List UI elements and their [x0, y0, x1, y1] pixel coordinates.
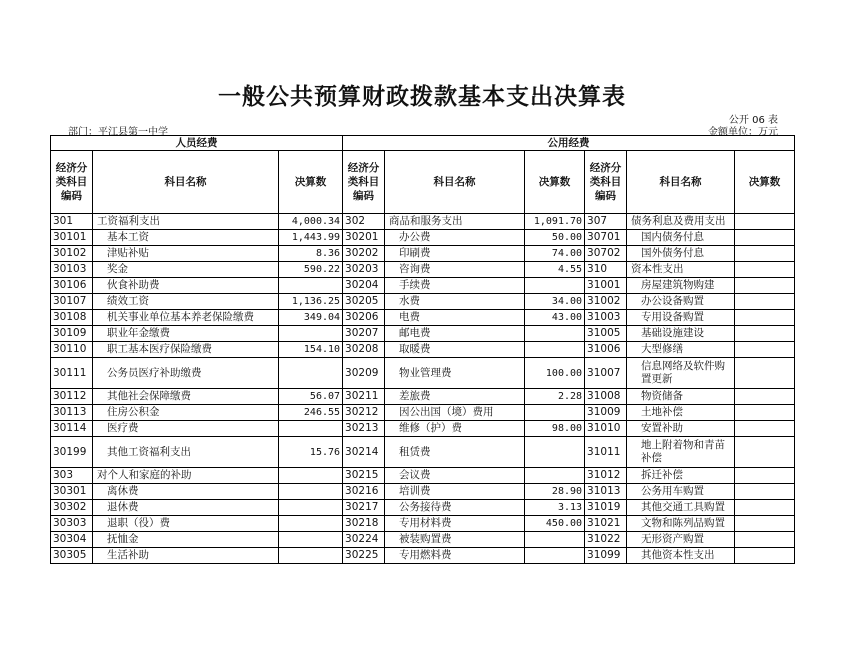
account-code-cell: 31003: [585, 310, 627, 326]
account-code-cell: 30203: [343, 262, 385, 278]
table-row: [51, 484, 795, 500]
account-name-cell: 因公出国（境）费用: [385, 405, 525, 421]
table-row: [51, 421, 795, 437]
account-code-cell: 30212: [343, 405, 385, 421]
account-name-cell: 绩效工资: [93, 294, 279, 310]
account-name-cell: 机关事业单位基本养老保险缴费: [93, 310, 279, 326]
table-row: [51, 532, 795, 548]
amount-cell: [735, 500, 795, 516]
page-title: 一般公共预算财政拨款基本支出决算表: [218, 84, 626, 110]
amount-cell: [525, 342, 585, 358]
account-code-cell: 30302: [51, 500, 93, 516]
amount-cell: 154.10: [279, 342, 343, 358]
account-name-cell: 办公费: [385, 230, 525, 246]
account-code-cell: 30103: [51, 262, 93, 278]
amount-cell: [279, 500, 343, 516]
account-code-cell: 30206: [343, 310, 385, 326]
account-code-cell: 30225: [343, 548, 385, 564]
account-name-cell: 公务用车购置: [627, 484, 735, 500]
amount-cell: [525, 437, 585, 468]
table-row: [51, 246, 795, 262]
account-name-cell: 办公设备购置: [627, 294, 735, 310]
account-name-cell: 基础设施建设: [627, 326, 735, 342]
account-code-cell: 30204: [343, 278, 385, 294]
account-code-cell: 30224: [343, 532, 385, 548]
account-name-cell: 租赁费: [385, 437, 525, 468]
account-name-cell: 其他资本性支出: [627, 548, 735, 564]
account-name-cell: 电费: [385, 310, 525, 326]
amount-cell: [279, 484, 343, 500]
table-row: [51, 214, 795, 230]
account-name-cell: 信息网络及软件购置更新: [627, 358, 735, 389]
account-code-cell: 31002: [585, 294, 627, 310]
account-code-cell: 31005: [585, 326, 627, 342]
expenditure-table: [50, 135, 795, 564]
amount-cell: 450.00: [525, 516, 585, 532]
account-code-cell: 30108: [51, 310, 93, 326]
amount-cell: [735, 326, 795, 342]
account-name-cell: 退职（役）费: [93, 516, 279, 532]
account-code-cell: 31009: [585, 405, 627, 421]
amount-cell: [525, 326, 585, 342]
table-row: [51, 278, 795, 294]
amount-cell: [735, 278, 795, 294]
amount-cell: [735, 405, 795, 421]
account-code-cell: 30214: [343, 437, 385, 468]
amount-cell: [735, 342, 795, 358]
account-code-cell: 31001: [585, 278, 627, 294]
account-code-cell: 31011: [585, 437, 627, 468]
amount-cell: [279, 421, 343, 437]
account-code-cell: 30199: [51, 437, 93, 468]
account-code-cell: 30101: [51, 230, 93, 246]
form-number: 公开 06 表: [728, 115, 778, 126]
amount-cell: 100.00: [525, 358, 585, 389]
amount-cell: 349.04: [279, 310, 343, 326]
account-code-cell: 30205: [343, 294, 385, 310]
account-name-cell: 伙食补助费: [93, 278, 279, 294]
account-code-cell: 30102: [51, 246, 93, 262]
account-name-cell: 印刷费: [385, 246, 525, 262]
account-code-cell: 31012: [585, 468, 627, 484]
account-code-cell: 30201: [343, 230, 385, 246]
amount-cell: [525, 405, 585, 421]
account-code-cell: 30106: [51, 278, 93, 294]
account-code-cell: 30304: [51, 532, 93, 548]
account-name-cell: 被装购置费: [385, 532, 525, 548]
account-code-cell: 302: [343, 214, 385, 230]
account-code-cell: 30114: [51, 421, 93, 437]
amount-cell: [735, 468, 795, 484]
table-row: [51, 326, 795, 342]
account-code-cell: 31019: [585, 500, 627, 516]
amount-cell: 1,091.70: [525, 214, 585, 230]
account-code-cell: 30301: [51, 484, 93, 500]
amount-cell: [279, 532, 343, 548]
account-name-cell: 奖金: [93, 262, 279, 278]
account-name-cell: 国外债务付息: [627, 246, 735, 262]
account-code-cell: 30215: [343, 468, 385, 484]
table-row: [51, 358, 795, 389]
account-name-cell: 差旅费: [385, 389, 525, 405]
table-row: [51, 500, 795, 516]
amount-cell: [735, 421, 795, 437]
account-name-cell: 津贴补贴: [93, 246, 279, 262]
account-code-cell: 30305: [51, 548, 93, 564]
amount-cell: 34.00: [525, 294, 585, 310]
account-code-cell: 30208: [343, 342, 385, 358]
header-name-3: 科目名称: [627, 151, 735, 214]
amount-cell: 43.00: [525, 310, 585, 326]
table-row: [51, 548, 795, 564]
account-code-cell: 30213: [343, 421, 385, 437]
unit-label: 金额单位：万元: [708, 127, 778, 138]
account-name-cell: 地上附着物和青苗补偿: [627, 437, 735, 468]
header-name-2: 科目名称: [385, 151, 525, 214]
account-name-cell: 文物和陈列品购置: [627, 516, 735, 532]
amount-cell: [279, 516, 343, 532]
amount-cell: 590.22: [279, 262, 343, 278]
account-code-cell: 30112: [51, 389, 93, 405]
account-code-cell: 30109: [51, 326, 93, 342]
account-name-cell: 专用材料费: [385, 516, 525, 532]
account-name-cell: 专用设备购置: [627, 310, 735, 326]
header-code-2: 经济分类科目编码: [343, 151, 385, 214]
account-name-cell: 公务接待费: [385, 500, 525, 516]
amount-cell: [735, 532, 795, 548]
header-code-3: 经济分类科目编码: [585, 151, 627, 214]
table-row: [51, 516, 795, 532]
amount-cell: [735, 484, 795, 500]
account-code-cell: 30113: [51, 405, 93, 421]
account-code-cell: 31008: [585, 389, 627, 405]
amount-cell: 3.13: [525, 500, 585, 516]
account-name-cell: 其他社会保障缴费: [93, 389, 279, 405]
account-name-cell: 离休费: [93, 484, 279, 500]
amount-cell: 1,136.25: [279, 294, 343, 310]
amount-cell: [735, 230, 795, 246]
amount-cell: [735, 246, 795, 262]
account-code-cell: 30110: [51, 342, 93, 358]
header-name-1: 科目名称: [93, 151, 279, 214]
amount-cell: [735, 294, 795, 310]
account-name-cell: 取暖费: [385, 342, 525, 358]
account-name-cell: 医疗费: [93, 421, 279, 437]
amount-cell: 56.07: [279, 389, 343, 405]
header-amount-3: 决算数: [735, 151, 795, 214]
amount-cell: [735, 389, 795, 405]
account-name-cell: 水费: [385, 294, 525, 310]
account-code-cell: 31021: [585, 516, 627, 532]
account-name-cell: 培训费: [385, 484, 525, 500]
account-name-cell: 其他工资福利支出: [93, 437, 279, 468]
account-code-cell: 30207: [343, 326, 385, 342]
amount-cell: [735, 516, 795, 532]
amount-cell: [735, 358, 795, 389]
account-code-cell: 31022: [585, 532, 627, 548]
account-name-cell: 职业年金缴费: [93, 326, 279, 342]
group-header-row: [51, 136, 795, 151]
account-name-cell: 公务员医疗补助缴费: [93, 358, 279, 389]
table-row: [51, 230, 795, 246]
account-name-cell: 退休费: [93, 500, 279, 516]
account-code-cell: 30216: [343, 484, 385, 500]
amount-cell: [735, 437, 795, 468]
table-row: [51, 310, 795, 326]
amount-cell: [279, 326, 343, 342]
account-name-cell: 基本工资: [93, 230, 279, 246]
amount-cell: 1,443.99: [279, 230, 343, 246]
amount-cell: 4,000.34: [279, 214, 343, 230]
account-name-cell: 债务利息及费用支出: [627, 214, 735, 230]
account-code-cell: 30701: [585, 230, 627, 246]
account-name-cell: 生活补助: [93, 548, 279, 564]
account-code-cell: 31010: [585, 421, 627, 437]
group-public-header: 公用经费: [343, 136, 795, 151]
amount-cell: [279, 548, 343, 564]
account-name-cell: 物资储备: [627, 389, 735, 405]
amount-cell: [525, 532, 585, 548]
account-name-cell: 无形资产购置: [627, 532, 735, 548]
table-row: [51, 437, 795, 468]
account-name-cell: 住房公积金: [93, 405, 279, 421]
amount-cell: [735, 310, 795, 326]
account-code-cell: 307: [585, 214, 627, 230]
account-name-cell: 商品和服务支出: [385, 214, 525, 230]
amount-cell: [735, 214, 795, 230]
header-amount-2: 决算数: [525, 151, 585, 214]
account-code-cell: 30107: [51, 294, 93, 310]
amount-cell: 50.00: [525, 230, 585, 246]
amount-cell: [279, 468, 343, 484]
column-header-row: [51, 151, 795, 214]
account-code-cell: 30218: [343, 516, 385, 532]
account-name-cell: 土地补偿: [627, 405, 735, 421]
account-name-cell: 会议费: [385, 468, 525, 484]
amount-cell: [279, 278, 343, 294]
amount-cell: 2.28: [525, 389, 585, 405]
group-personnel-header: 人员经费: [51, 136, 343, 151]
amount-cell: [525, 468, 585, 484]
account-name-cell: 大型修缮: [627, 342, 735, 358]
department-label: 部门：平江县第一中学: [68, 127, 168, 138]
amount-cell: [735, 262, 795, 278]
account-name-cell: 其他交通工具购置: [627, 500, 735, 516]
table-row: [51, 405, 795, 421]
account-name-cell: 物业管理费: [385, 358, 525, 389]
table-row: [51, 262, 795, 278]
amount-cell: 15.76: [279, 437, 343, 468]
account-code-cell: 303: [51, 468, 93, 484]
account-name-cell: 职工基本医疗保险缴费: [93, 342, 279, 358]
account-name-cell: 手续费: [385, 278, 525, 294]
amount-cell: 28.90: [525, 484, 585, 500]
account-name-cell: 房屋建筑物购建: [627, 278, 735, 294]
account-code-cell: 31007: [585, 358, 627, 389]
account-code-cell: 310: [585, 262, 627, 278]
account-code-cell: 30217: [343, 500, 385, 516]
account-name-cell: 抚恤金: [93, 532, 279, 548]
amount-cell: 4.55: [525, 262, 585, 278]
amount-cell: 74.00: [525, 246, 585, 262]
amount-cell: [735, 548, 795, 564]
account-name-cell: 专用燃料费: [385, 548, 525, 564]
amount-cell: 246.55: [279, 405, 343, 421]
amount-cell: [279, 358, 343, 389]
amount-cell: 8.36: [279, 246, 343, 262]
account-code-cell: 30209: [343, 358, 385, 389]
table-row: [51, 294, 795, 310]
header-amount-1: 决算数: [279, 151, 343, 214]
account-code-cell: 30202: [343, 246, 385, 262]
account-code-cell: 30303: [51, 516, 93, 532]
amount-cell: [525, 278, 585, 294]
account-name-cell: 维修（护）费: [385, 421, 525, 437]
table-row: [51, 389, 795, 405]
account-name-cell: 国内债务付息: [627, 230, 735, 246]
account-code-cell: 31013: [585, 484, 627, 500]
account-name-cell: 资本性支出: [627, 262, 735, 278]
account-code-cell: 31099: [585, 548, 627, 564]
account-name-cell: 工资福利支出: [93, 214, 279, 230]
account-code-cell: 30211: [343, 389, 385, 405]
account-code-cell: 30111: [51, 358, 93, 389]
table-row: [51, 342, 795, 358]
account-code-cell: 301: [51, 214, 93, 230]
table-row: [51, 468, 795, 484]
amount-cell: 98.00: [525, 421, 585, 437]
account-name-cell: 对个人和家庭的补助: [93, 468, 279, 484]
account-name-cell: 邮电费: [385, 326, 525, 342]
account-code-cell: 30702: [585, 246, 627, 262]
amount-cell: [525, 548, 585, 564]
account-code-cell: 31006: [585, 342, 627, 358]
account-name-cell: 咨询费: [385, 262, 525, 278]
account-name-cell: 拆迁补偿: [627, 468, 735, 484]
header-code-1: 经济分类科目编码: [51, 151, 93, 214]
account-name-cell: 安置补助: [627, 421, 735, 437]
